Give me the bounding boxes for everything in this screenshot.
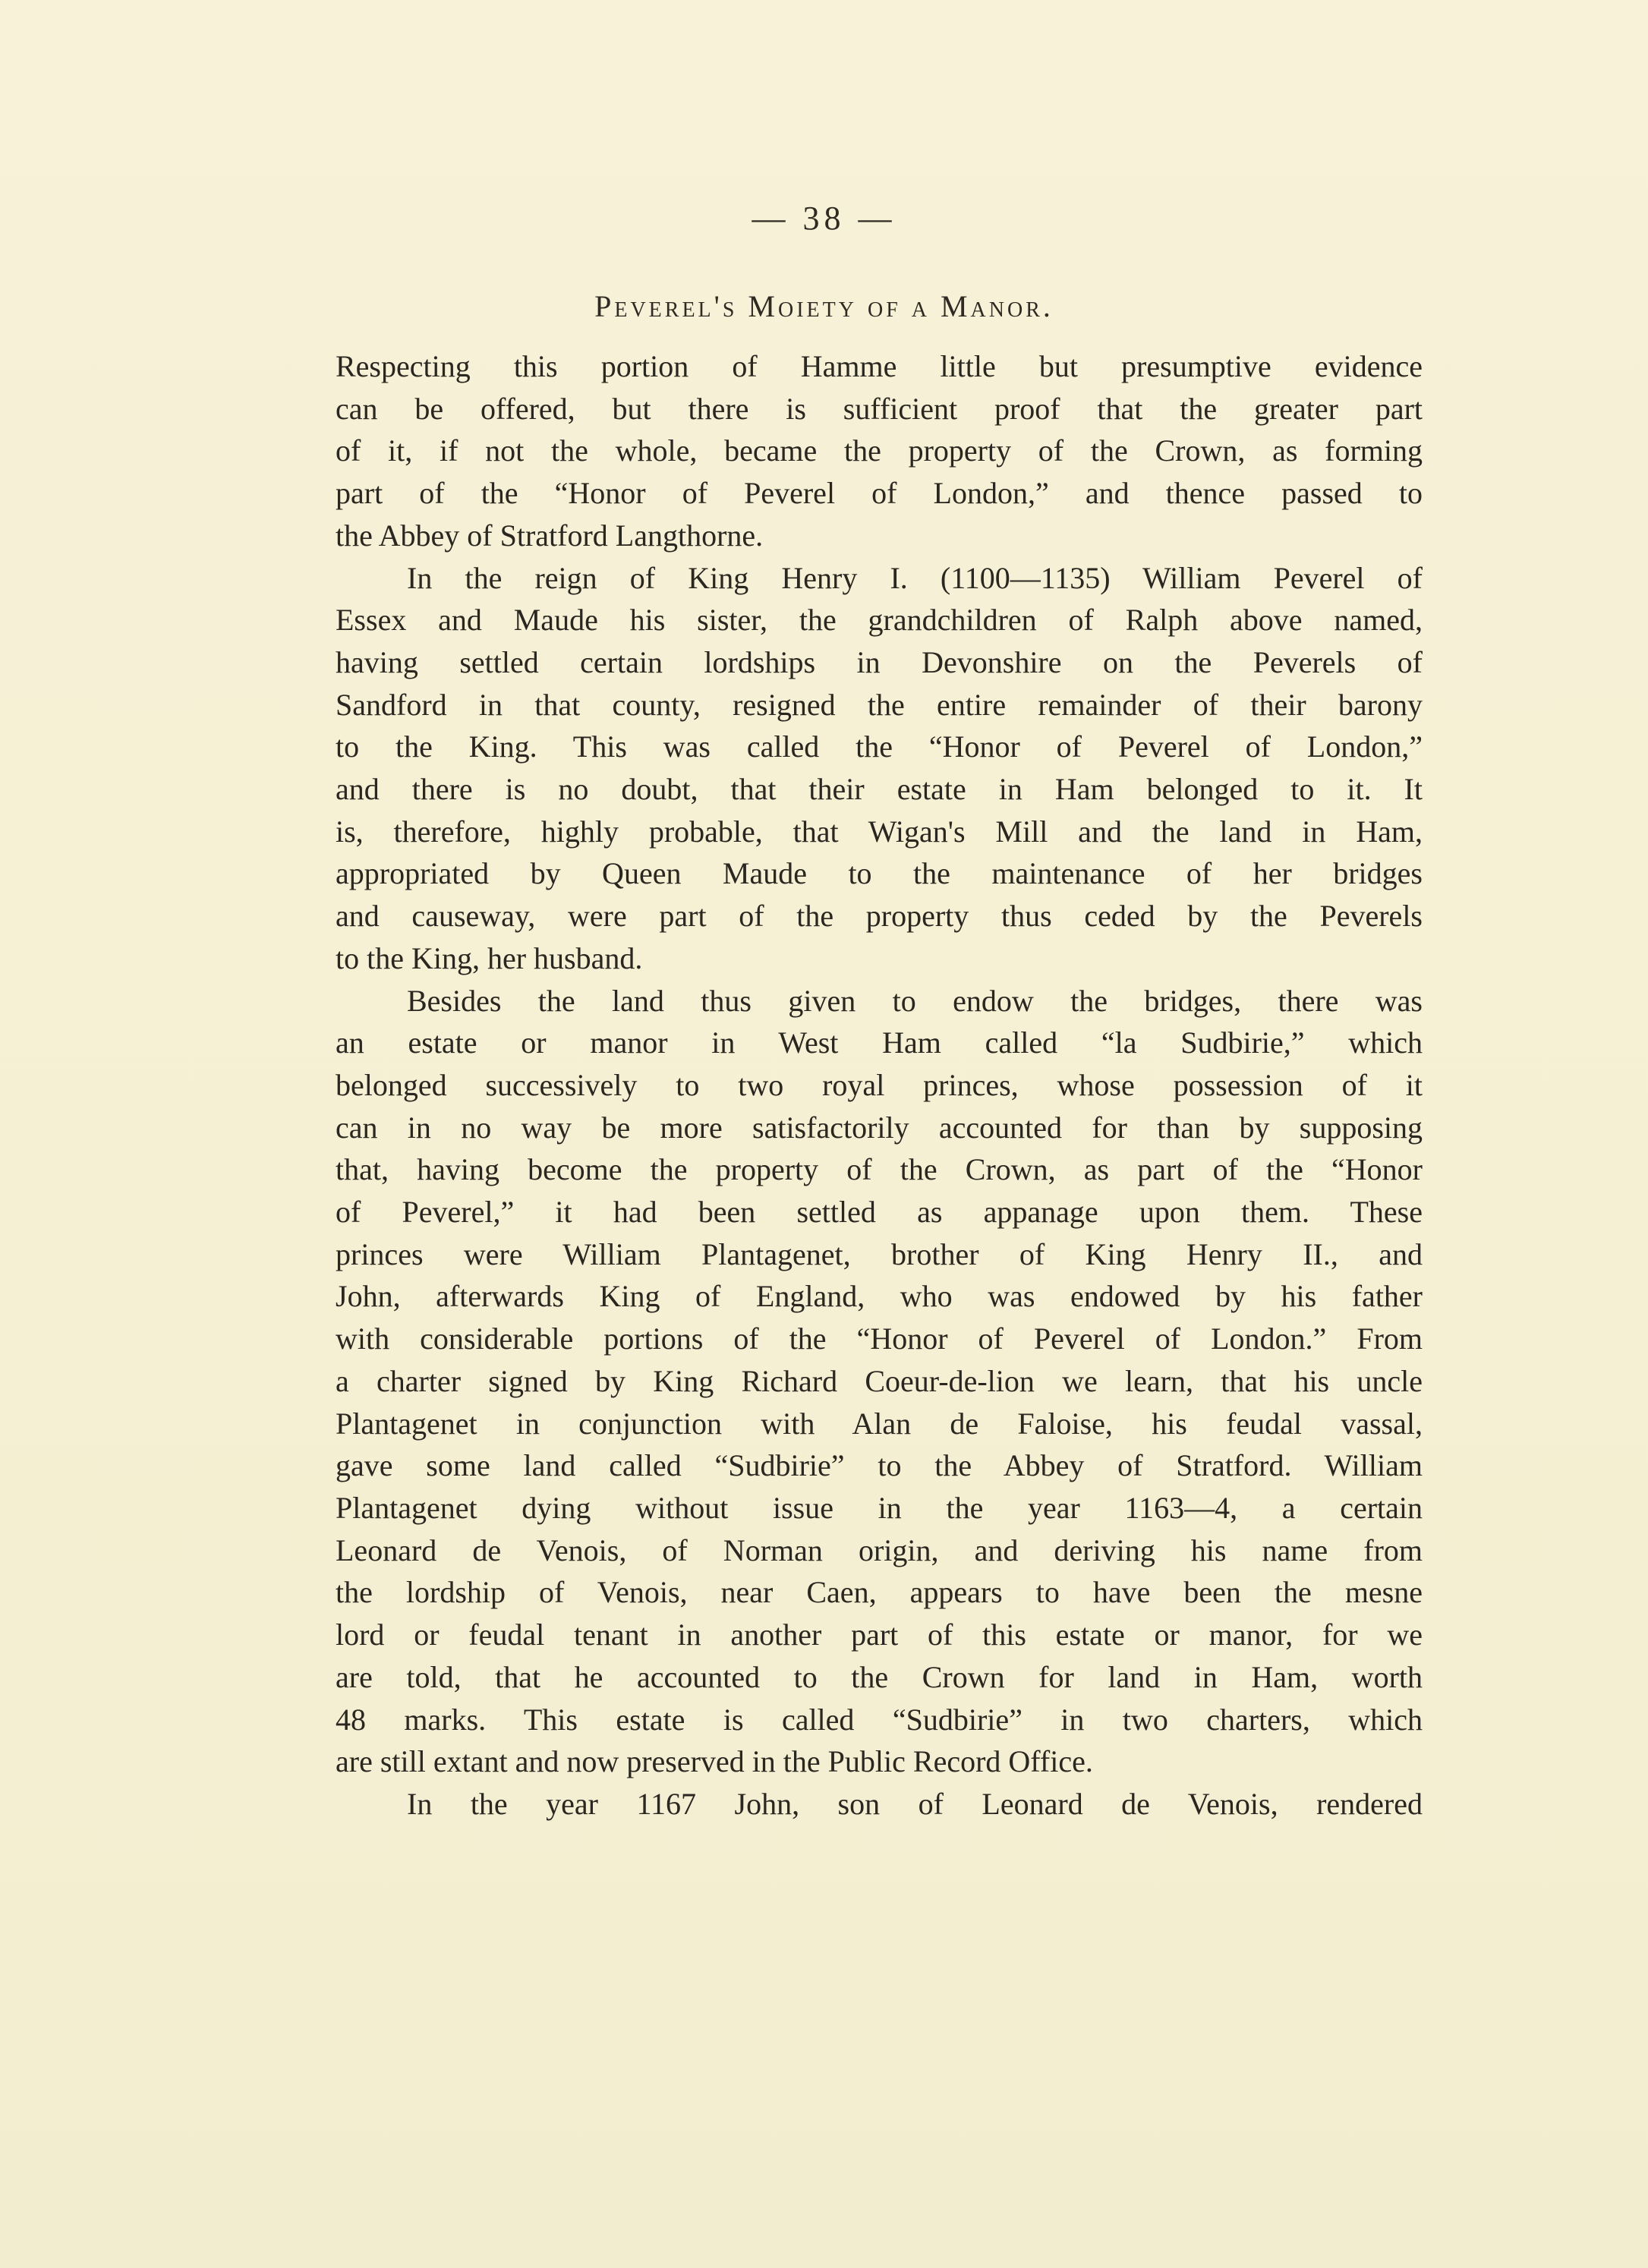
body-text: [336, 345, 1423, 1825]
text-line: of it, if not the whole, became the property of the Crown, as forming: [336, 433, 1423, 468]
text-line: can be offered, but there is sufficient proof that the greater part: [336, 391, 1423, 426]
text-line: part of the “Honor of Peverel of London,” and thence passed to: [336, 476, 1423, 511]
text-line: 48 marks. This estate is called “Sudbirie” in two charters, which: [336, 1702, 1423, 1737]
text-line: to the King. This was called the “Honor of Peverel of London,”: [336, 729, 1423, 764]
text-line: Besides the land thus given to endow the bridges, there was: [407, 983, 1423, 1018]
text-line: princes were William Plantagenet, brother of King Henry II., and: [336, 1236, 1423, 1271]
paragraph-2: [336, 557, 1423, 980]
text-line: belonged successively to two royal princes, whose possession of it: [336, 1067, 1423, 1102]
text-line: Plantagenet dying without issue in the year 1163—4, a certain: [336, 1490, 1423, 1525]
text-line: In the year 1167 John, son of Leonard de Venois, rendered: [407, 1786, 1423, 1821]
text-line: of Peverel,” it had been settled as appanage upon them. These: [336, 1195, 1423, 1230]
text-line: to the King, her husband.: [336, 940, 643, 975]
paragraph-3: [336, 980, 1423, 1783]
text-line: and causeway, were part of the property thus ceded by the Peverels: [336, 899, 1423, 934]
text-line: the Abbey of Stratford Langthorne.: [336, 518, 764, 553]
text-line: the lordship of Venois, near Caen, appears to have been the mesne: [336, 1575, 1423, 1610]
text-line: In the reign of King Henry I. (1100—1135) William Peverel of: [407, 560, 1423, 595]
text-line: Sandford in that county, resigned the entire remainder of their barony: [336, 687, 1423, 722]
page-number: — 38 —: [752, 200, 896, 237]
text-line: having settled certain lordships in Devonshire on the Peverels of: [336, 644, 1423, 679]
text-line: is, therefore, highly probable, that Wigan's Mill and the land in Ham,: [336, 814, 1423, 849]
text-line: gave some land called “Sudbirie” to the Abbey of Stratford. William: [336, 1448, 1423, 1483]
paragraph-1: [336, 345, 1423, 557]
text-line: that, having become the property of the Crown, as part of the “Honor: [336, 1152, 1423, 1187]
paragraph-4: [336, 1783, 1423, 1825]
section-heading: Peverel's Moiety of a Manor.: [594, 289, 1054, 323]
text-line: lord or feudal tenant in another part of this estate or manor, for we: [336, 1618, 1423, 1652]
text-line: with considerable portions of the “Honor of Peverel of London.” From: [336, 1321, 1423, 1356]
text-line: are told, that he accounted to the Crown for land in Ham, worth: [336, 1659, 1423, 1694]
text-line: can in no way be more satisfactorily accounted for than by supposing: [336, 1110, 1423, 1145]
text-line: Plantagenet in conjunction with Alan de Faloise, his feudal vassal,: [336, 1406, 1423, 1441]
text-line: a charter signed by King Richard Coeur-de-lion we learn, that his uncle: [336, 1363, 1423, 1398]
text-line: and there is no doubt, that their estate in Ham belonged to it. It: [336, 772, 1423, 807]
text-line: are still extant and now preserved in the Public Record Office.: [336, 1744, 1093, 1779]
text-line: Essex and Maude his sister, the grandchildren of Ralph above named,: [336, 603, 1423, 638]
text-line: appropriated by Queen Maude to the maintenance of her bridges: [336, 856, 1423, 891]
text-line: Respecting this portion of Hamme little but presumptive evidence: [336, 349, 1423, 383]
text-line: John, afterwards King of England, who was endowed by his father: [336, 1279, 1423, 1314]
text-line: Leonard de Venois, of Norman origin, and deriving his name from: [336, 1532, 1423, 1567]
text-line: an estate or manor in West Ham called “la Sudbirie,” which: [336, 1025, 1423, 1060]
